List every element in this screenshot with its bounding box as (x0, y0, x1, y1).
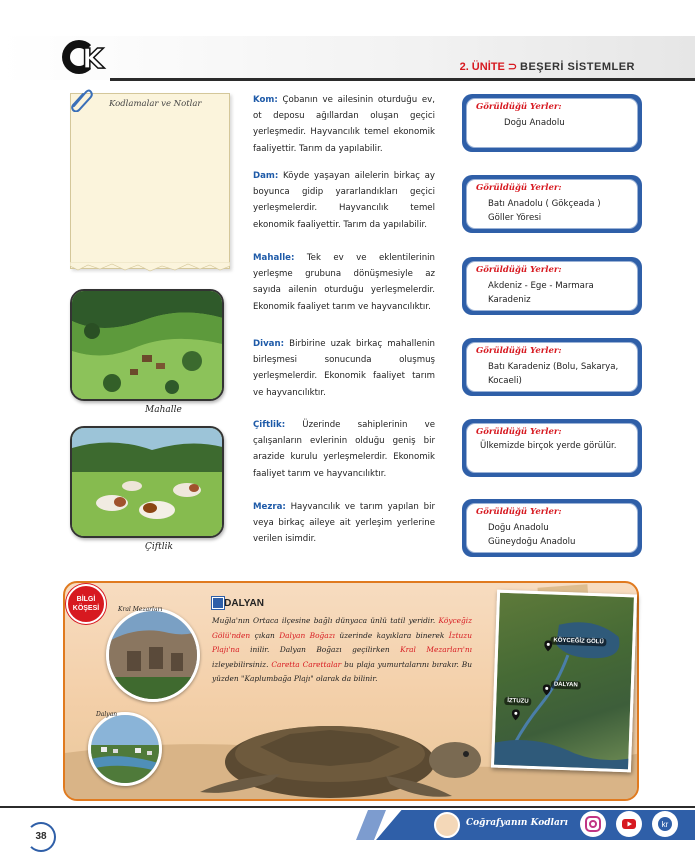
dalyan-town-photo (88, 712, 162, 786)
term-label: Mahalle: (253, 253, 295, 263)
location-card-ciftlik (462, 419, 642, 477)
term-label: Çiftlik: (253, 420, 286, 430)
highlighted-term: İztuzu Plajı'na (212, 630, 472, 655)
card-label: Görüldüğü Yerler: (476, 265, 562, 275)
highlighted-term: Caretta Carettalar (271, 659, 342, 669)
kral-mezarlari-label: Kral Mezarları (118, 606, 163, 613)
paragraph-text: bu plaja yumurtalarını bırakır. Bu yüzden "Kaplumbağa Plajı" olarak da bilinir. (212, 659, 473, 684)
page-number: 38 (26, 822, 56, 852)
page-header (0, 0, 695, 84)
paragraph-text: üzerinde kayıklara binerek (334, 630, 449, 640)
map-pin-icon (544, 640, 552, 651)
notes-paper (70, 93, 230, 269)
notes-title: Kodlamalar ve Notlar (109, 99, 202, 109)
satellite-map (491, 590, 637, 773)
card-label: Görüldüğü Yerler: (476, 427, 562, 437)
location-card-mezra (462, 499, 642, 557)
location-card-mahalle (462, 257, 642, 315)
location-card-kom (462, 94, 642, 152)
logo-k-icon: K (82, 42, 104, 75)
card-label: Görüldüğü Yerler: (476, 346, 562, 356)
footer-brand-text: Coğrafyanın Kodları (466, 818, 568, 828)
map-pin-icon (542, 684, 550, 695)
info-title-text: DALYAN (224, 598, 264, 609)
author-avatar (434, 812, 460, 838)
highlighted-term: Köyceğiz Gölü'nden (212, 616, 472, 640)
definition-kom (253, 92, 435, 157)
mahalle-illustration (72, 291, 224, 401)
definition-mahalle (253, 250, 435, 315)
highlighted-term: Dalyan Boğazı (279, 630, 335, 640)
card-value: Batı Karadeniz (Bolu, Sakarya, Kocaeli) (488, 362, 619, 386)
header-divider (110, 78, 695, 81)
paragraph-text: izleyebilirsiniz. (212, 659, 272, 669)
card-label: Görüldüğü Yerler: (476, 102, 562, 112)
unit-label: 2. ÜNİTE (459, 61, 505, 73)
card-value: Ülkemizde birçok yerde görülür. (480, 441, 617, 451)
map-label-dalyan: DALYAN (551, 681, 581, 690)
definition-ciftlik (253, 417, 435, 482)
publisher-glyph (657, 816, 673, 832)
torn-edge (70, 262, 230, 272)
card-value: Batı Anadolu ( Gökçeada ) Göller Yöresi (488, 199, 601, 223)
unit-heading (460, 60, 635, 73)
term-label: Mezra: (253, 502, 286, 512)
ciftlik-illustration (72, 428, 224, 538)
youtube-glyph (621, 816, 637, 832)
definition-text: Hayvancılık ve tarım yapılan bir veya birkaç aileye ait yerleşim yerlerine verilen isimdir. (253, 502, 435, 545)
instagram-icon[interactable] (580, 811, 606, 837)
paragraph-text: Muğla'nın Ortaca ilçesine bağlı dünyaca ünlü tatil yeridir. (212, 616, 439, 625)
dalyan-town-label: Dalyan (96, 711, 118, 718)
map-label-koycegiz: KÖYCEĞİZ GÖLÜ (550, 637, 607, 647)
arrow-icon: ⊃ (507, 61, 518, 73)
location-card-dam (462, 175, 642, 233)
map-pin-icon (512, 709, 520, 720)
term-label: Dam: (253, 171, 279, 181)
info-badge-text (66, 595, 106, 613)
instagram-glyph (585, 816, 601, 832)
ciftlik-photo (70, 426, 224, 538)
paragraph-text: inilir. Dalyan Boğazı geçilirken (239, 645, 401, 655)
card-value: Doğu Anadolu Güneydoğu Anadolu (488, 523, 576, 547)
kral-mezarlari-photo (106, 608, 200, 702)
term-label: Divan: (253, 339, 285, 349)
definition-mezra (253, 499, 435, 548)
definition-text: Köyde yaşayan ailelerin birkaç ay boyunca gidip yararlandıkları geçici yerleşmelerdir. Hayvancılık temel ekonomik faaliyettir. Tarım da yapılabilir. (253, 171, 435, 230)
map-label-iztuzu: İZTUZU (504, 697, 532, 706)
definition-divan (253, 336, 435, 401)
definition-text: Üzerinde sahiplerinin ve çalışanların evlerinin olduğu geniş bir arazide kurulu yerleşmelerdir. Ekonomik faaliyet tarım ve hayvancılıktır. (253, 420, 435, 479)
mahalle-photo (70, 289, 224, 401)
ck-logo (62, 40, 114, 76)
unit-title: BEŞERİ SİSTEMLER (520, 61, 635, 73)
card-label: Görüldüğü Yerler: (476, 507, 562, 517)
card-value: Doğu Anadolu (504, 118, 565, 128)
definition-text: Çobanın ve ailesinin oturduğu ev, ot deposu ağıllardan oluşan geçici yerleşmedir. Hayvancılık temel ekonomik faaliyettir. Tarım da yapılabilir. (253, 95, 435, 154)
term-label: Kom: (253, 95, 278, 105)
definition-dam (253, 168, 435, 233)
badge-line-2: KÖŞESİ (72, 605, 100, 612)
definition-text: Tek ev ve eklentilerinin yerleşme grubuna dönüşmesiyle az sayıda ailenin oturduğu yerleşmelerdir. Ekonomik faaliyet tarım ve hayvancılıktır. (253, 253, 435, 312)
paperclip-icon (68, 86, 94, 112)
card-label: Görüldüğü Yerler: (476, 183, 562, 193)
location-card-divan (462, 338, 642, 396)
badge-line-1: BİLGİ (76, 596, 96, 603)
card-value: Akdeniz - Ege - Marmara Karadeniz (488, 281, 594, 305)
sea-turtle-illustration (190, 692, 490, 800)
definition-text: Birbirine uzak birkaç mahallenin birleşmesi sonucunda oluşmuş yerleşmelerdir. Ekonomik faaliyet tarım ve hayvancılıktır. (253, 339, 435, 398)
highlighted-term: Kral Mezarları'nı (400, 645, 472, 655)
info-title (213, 598, 264, 609)
info-paragraph (212, 614, 472, 687)
ciftlik-caption: Çiftlik (145, 542, 173, 552)
youtube-icon[interactable] (616, 811, 642, 837)
publisher-icon[interactable] (652, 811, 678, 837)
footer-divider (0, 806, 695, 808)
mahalle-caption: Mahalle (145, 405, 182, 415)
svg-text:kr: kr (661, 820, 669, 829)
paragraph-text: çıkan (250, 630, 280, 640)
